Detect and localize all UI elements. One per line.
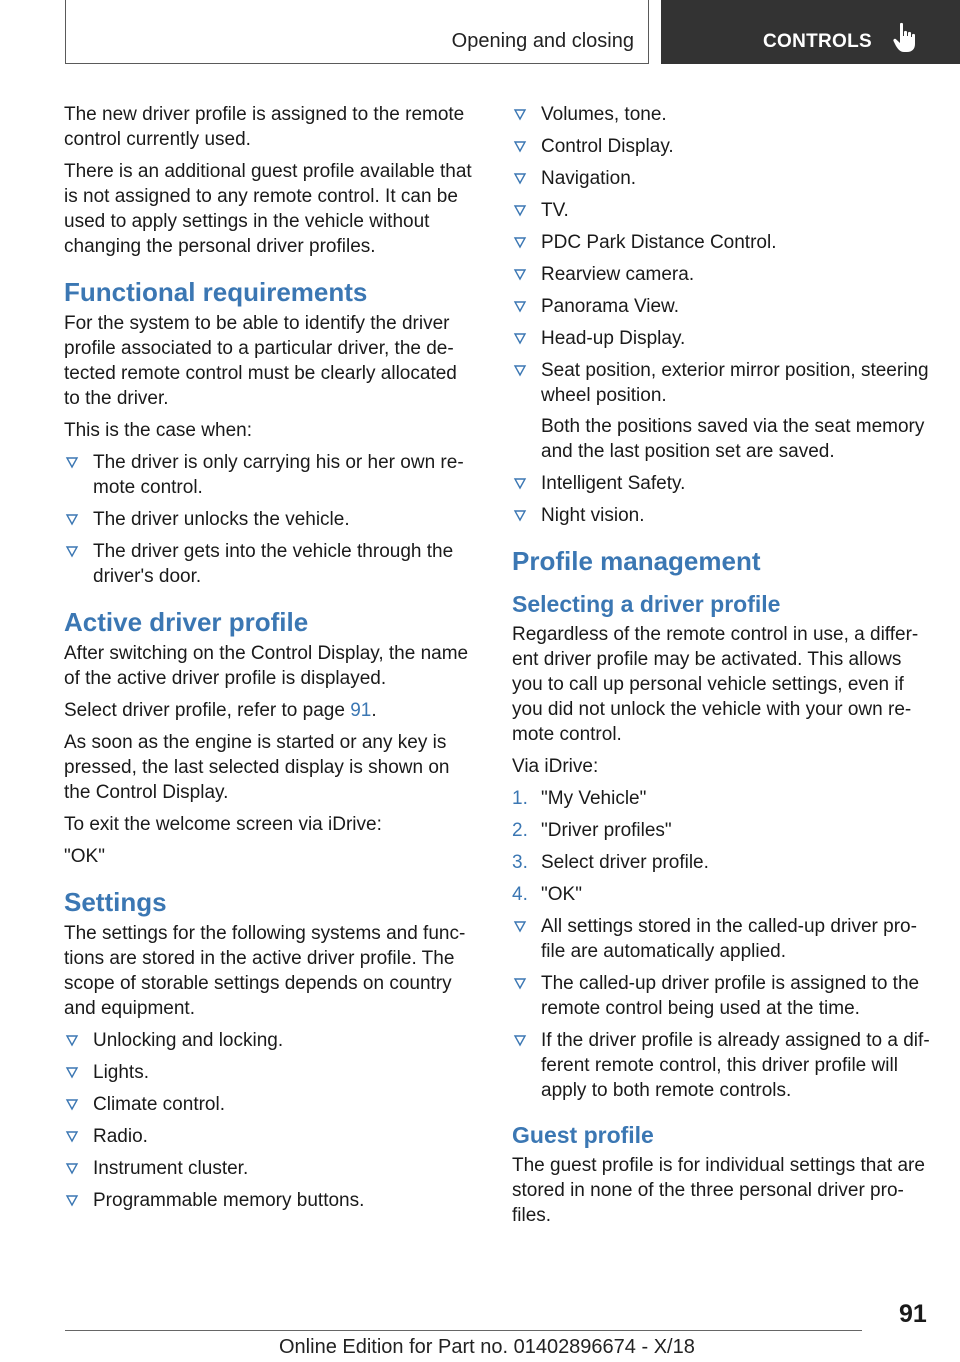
list-item-text: Unlocking and locking. [93, 1030, 284, 1051]
list-item-text: Intelligent Safety. [541, 473, 686, 494]
paragraph: The new driver profile is assigned to the remote control currently used. [64, 104, 465, 150]
footer-edition: Online Edition for Part no. 01402896674 - X/18 [279, 1336, 695, 1358]
list-item-text: Rearview camera. [541, 264, 695, 285]
triangle-bullet-icon [65, 451, 79, 473]
list-item [512, 471, 932, 496]
triangle-bullet-icon [65, 1029, 79, 1051]
list-item [512, 326, 932, 351]
triangle-bullet-icon [513, 135, 527, 157]
list-item-text: Navigation. [541, 168, 637, 189]
triangle-bullet-icon [513, 915, 527, 937]
list-item-text: Instrument cluster. [93, 1158, 249, 1179]
list-item [64, 1188, 476, 1213]
list-item [512, 294, 932, 319]
page-link[interactable]: 91 [350, 700, 372, 721]
heading-guest-profile: Guest profile [512, 1122, 654, 1148]
paragraph: Regardless of the remote control in use, a different driver profile may be activated. This allows you to call up personal vehicle settings, even if you did not unlock the vehicle with your own remote control. [512, 624, 919, 745]
triangle-bullet-icon [513, 263, 527, 285]
paragraph: As soon as the engine is started or any key is pressed, the last selected display is shown on the Control Display. [64, 732, 450, 803]
paragraph: This is the case when: [64, 420, 252, 441]
triangle-bullet-icon [513, 327, 527, 349]
triangle-bullet-icon [513, 1029, 527, 1051]
heading-functional-requirements: Functional requirements [64, 277, 368, 307]
section-title: Opening and closing [451, 30, 634, 52]
list-item [512, 230, 932, 255]
list-item-text: The driver unlocks the vehicle. [93, 509, 350, 530]
step-item [512, 818, 932, 843]
triangle-bullet-icon [65, 1157, 79, 1179]
section-title-box [65, 0, 649, 64]
list-item-text: Panorama View. [541, 296, 680, 317]
list-item [512, 1028, 932, 1103]
step-item [512, 850, 932, 875]
list-item [512, 262, 932, 287]
bullet-list [512, 914, 932, 1103]
paragraph: "OK" [64, 846, 105, 867]
list-item [64, 1028, 476, 1053]
triangle-bullet-icon [65, 1061, 79, 1083]
reference-text: Select driver profile, refer to page [64, 700, 351, 721]
paragraph: To exit the welcome screen via iDrive: [64, 814, 382, 835]
triangle-bullet-icon [65, 508, 79, 530]
step-text: "Driver profiles" [541, 820, 672, 841]
triangle-bullet-icon [513, 359, 527, 381]
list-item [512, 358, 932, 464]
list-item-text: All settings stored in the called-up driver profile are automatically applied. [541, 916, 917, 962]
list-item [512, 102, 932, 127]
list-item-text: If the driver profile is already assigned to a different remote control, this driver profile will apply to both remote controls. [541, 1030, 930, 1101]
list-item [64, 1156, 476, 1181]
list-item [512, 971, 932, 1021]
list-item-text: Seat position, exterior mirror position, steering wheel position. [541, 360, 929, 406]
heading-profile-management: Profile management [512, 546, 761, 576]
triangle-bullet-icon [513, 199, 527, 221]
chapter-tab-label: CONTROLS [763, 31, 873, 52]
paragraph: Via iDrive: [512, 756, 599, 777]
list-item [64, 539, 476, 589]
paragraph: The settings for the following systems and functions are stored in the active driver profile. The scope of storable settings depends on country and equipment. [64, 923, 466, 1019]
step-item [512, 786, 932, 811]
list-item-text: Night vision. [541, 505, 645, 526]
triangle-bullet-icon [513, 167, 527, 189]
bullet-list [64, 1028, 476, 1213]
reference-end: . [371, 700, 377, 721]
list-item-text: The driver is only carrying his or her own remote control. [93, 452, 464, 498]
chapter-tab [661, 0, 960, 64]
step-text: "My Vehicle" [541, 788, 647, 809]
triangle-bullet-icon [513, 103, 527, 125]
paragraph-page-reference [64, 698, 476, 723]
numbered-steps [512, 786, 932, 907]
step-number: 4. [512, 884, 528, 905]
list-item [512, 198, 932, 223]
right-column [512, 102, 932, 1235]
list-item-text: Head-up Display. [541, 328, 686, 349]
list-item-text: Programmable memory buttons. [93, 1190, 365, 1211]
paragraph: There is an additional guest profile available that is not assigned to any remote control. It can be used to apply settings in the vehicle without changing the personal driver profiles. [64, 161, 472, 257]
footer-divider [65, 1330, 862, 1331]
triangle-bullet-icon [513, 231, 527, 253]
page-number: 91 [899, 1300, 927, 1328]
heading-selecting-driver-profile: Selecting a driver profile [512, 591, 781, 617]
triangle-bullet-icon [513, 972, 527, 994]
list-item-text: Radio. [93, 1126, 148, 1147]
list-item-text: PDC Park Distance Control. [541, 232, 777, 253]
list-item-text: The driver gets into the vehicle through the driver's door. [93, 541, 454, 587]
triangle-bullet-icon [513, 504, 527, 526]
list-item-text: Lights. [93, 1062, 149, 1083]
list-item [64, 450, 476, 500]
step-text: "OK" [541, 884, 582, 905]
list-item-text: Volumes, tone. [541, 104, 667, 125]
triangle-bullet-icon [65, 540, 79, 562]
list-item [512, 166, 932, 191]
list-item [64, 1092, 476, 1117]
list-item [512, 914, 932, 964]
triangle-bullet-icon [65, 1189, 79, 1211]
triangle-bullet-icon [65, 1125, 79, 1147]
paragraph: The guest profile is for individual settings that are stored in none of the three personal driver profiles. [512, 1155, 925, 1226]
step-number: 2. [512, 820, 528, 841]
page-header [0, 0, 960, 66]
list-item [64, 1060, 476, 1085]
list-item-subtext: Both the positions saved via the seat memory and the last position set are saved. [541, 416, 925, 462]
heading-settings: Settings [64, 887, 167, 917]
list-item-text: Control Display. [541, 136, 674, 157]
paragraph: For the system to be able to identify the driver profile associated to a particular driver, the detected remote control must be clearly allocated to the driver. [64, 313, 457, 409]
paragraph: After switching on the Control Display, the name of the active driver profile is displayed. [64, 643, 469, 689]
bullet-list [64, 450, 476, 589]
step-text: Select driver profile. [541, 852, 709, 873]
list-item-text: The called-up driver profile is assigned to the remote control being used at the time. [541, 973, 920, 1019]
triangle-bullet-icon [65, 1093, 79, 1115]
left-column [64, 102, 476, 1220]
list-item [512, 134, 932, 159]
triangle-bullet-icon [513, 472, 527, 494]
step-number: 3. [512, 852, 528, 873]
step-item [512, 882, 932, 907]
triangle-bullet-icon [513, 295, 527, 317]
step-number: 1. [512, 788, 528, 809]
list-item [64, 507, 476, 532]
list-item-text: TV. [541, 200, 569, 221]
list-item [512, 503, 932, 528]
list-item-text: Climate control. [93, 1094, 225, 1115]
heading-active-driver-profile: Active driver profile [64, 607, 309, 637]
bullet-list [512, 102, 932, 528]
pointing-hand-icon [893, 22, 919, 54]
list-item [64, 1124, 476, 1149]
